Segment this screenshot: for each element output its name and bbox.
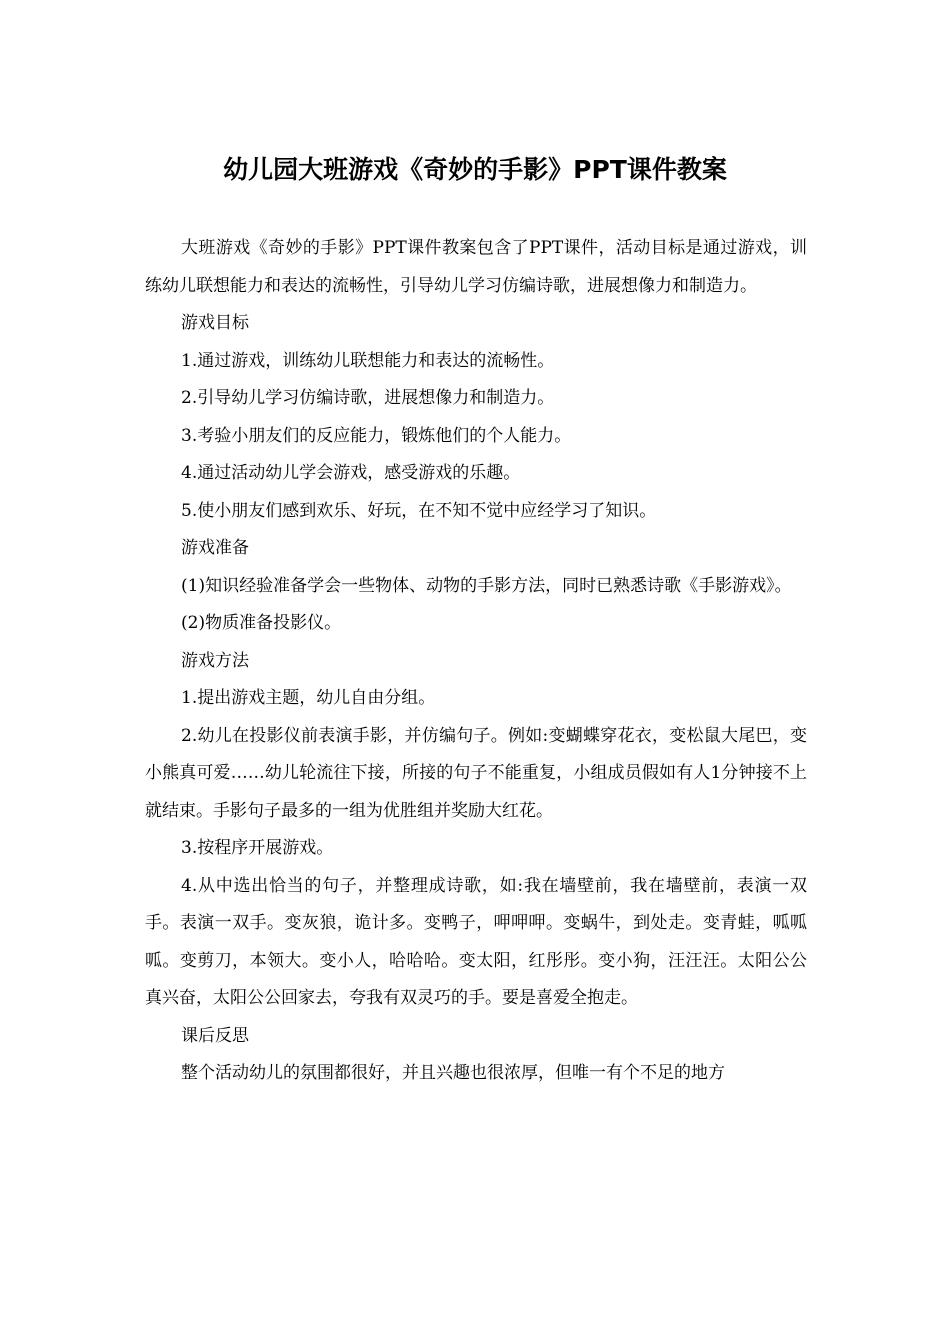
document-body: [145, 230, 807, 1093]
section-heading-method: 游戏方法: [181, 650, 249, 671]
paragraph-intro: 大班游戏《奇妙的手影》PPT课件教案包含了PPT课件，活动目标是通过游戏，训练幼儿联想能力和表达的流畅性，引导幼儿学习仿编诗歌，进展想像力和制造力。: [145, 238, 807, 296]
section-heading-preparation: 游戏准备: [181, 538, 249, 558]
paragraph-goal-5: 5.使小朋友们感到欢乐、好玩，在不知不觉中应经学习了知识。: [181, 500, 657, 521]
paragraph-preparation-1: (1)知识经验准备学会一些物体、动物的手影方法，同时已熟悉诗歌《手影游戏》。: [181, 575, 792, 596]
paragraph-method-1: 1.提出游戏主题，幼儿自由分组。: [181, 688, 436, 708]
paragraph-goal-1: 1.通过游戏，训练幼儿联想能力和表达的流畅性。: [181, 350, 555, 371]
section-heading-reflection: 课后反思: [181, 1025, 249, 1046]
paragraph-goal-3: 3.考验小朋友们的反应能力，锻炼他们的个人能力。: [181, 425, 572, 446]
paragraph-method-3: 3.按程序开展游戏。: [181, 838, 334, 858]
paragraph-preparation-2: (2)物质准备投影仪。: [181, 613, 342, 633]
paragraph-goal-2: 2.引导幼儿学习仿编诗歌，进展想像力和制造力。: [181, 388, 555, 408]
paragraph-method-2: 2.幼儿在投影仪前表演手影，并仿编句子。例如:变蝴蝶穿花衣，变松鼠大尾巴，变小熊真可爱……幼儿轮流往下接，所接的句子不能重复，小组成员假如有人1分钟接不上就结束。手影句子最多的一组为优胜组并奖励大红花。: [145, 725, 807, 821]
paragraph-method-4: 4.从中选出恰当的句子，并整理成诗歌，如:我在墙壁前，我在墙壁前，表演一双手。表演一双手。变灰狼，诡计多。变鸭子，呷呷呷。变蜗牛，到处走。变青蛙，呱呱呱。变剪刀，本领大。变小人，哈哈哈。变太阳，红彤彤。变小狗，汪汪汪。太阳公公真兴奋，太阳公公回家去，夸我有双灵巧的手。要是喜爱全抱走。: [145, 875, 807, 1008]
paragraph-reflection: 整个活动幼儿的氛围都很好，并且兴趣也很浓厚，但唯一有个不足的地方: [181, 1063, 725, 1083]
section-heading-goals: 游戏目标: [181, 313, 249, 333]
document-title: 幼儿园大班游戏《奇妙的手影》PPT课件教案: [223, 155, 727, 184]
paragraph-goal-4: 4.通过活动幼儿学会游戏，感受游戏的乐趣。: [181, 463, 521, 483]
